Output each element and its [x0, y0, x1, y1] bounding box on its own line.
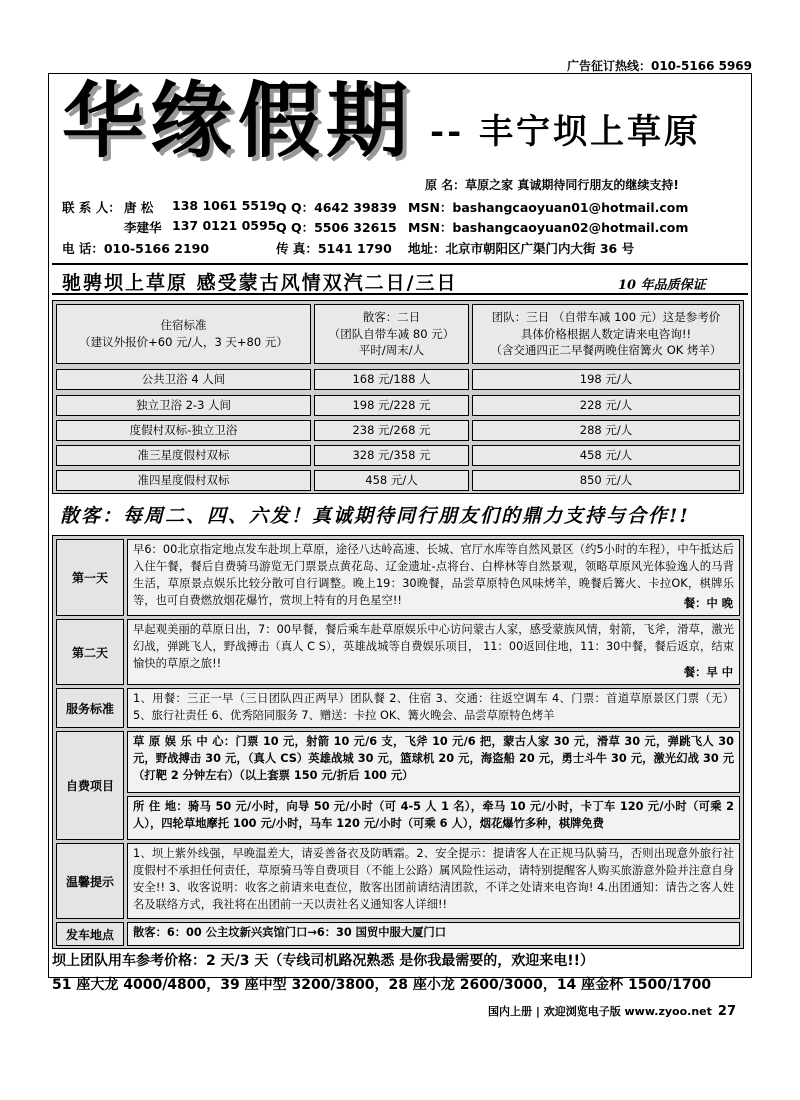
page-number: 27 [717, 1004, 736, 1019]
ad-hotline: 广告征订热线：010-5166 5969 [566, 59, 752, 73]
footer-text: 国内上册 | 欢迎浏览电子版 www.zyoo.net [488, 1005, 712, 1018]
price-row-type: 度假村双标-独立卫浴 [56, 420, 311, 441]
tips-label: 温馨提示 [56, 843, 124, 919]
day-2-text: 早起观美丽的草原日出，7：00早餐，餐后乘车赴草原娱乐中心访问蒙古人家，感受蒙族风情，射箭，飞斧，滑草，激光幻战，弹跳飞人，野战搏击（真人 C S），英雄战城等自费娱乐项目， 11：00返回住地，11：30中餐，餐后返京，结束愉快的草原之旅!! 餐：早 中 [127, 619, 740, 685]
price-row-three-day: 228 元/人 [472, 395, 740, 416]
msn-1: MSN：bashangcaoyuan01@hotmail.com [408, 200, 689, 215]
selfpay-lodging: 所 住 地：骑马 50 元/小时，向导 50 元/小时（可 4-5 人 1 名），牵马 10 元/小时，卡丁车 120 元/小时（可乘 2 人），四轮草地摩托 100 元/小时，马车 120 元/小时（可乘 6 人），烟花爆竹多种，棋牌免费 [127, 796, 740, 840]
price-header-three-day: 团队：三日 （自带车减 100 元）这是参考价 具体价格根据人数定请来电咨询!! （含交通四正二早餐两晚住宿篝火 OK 烤羊） [472, 304, 740, 364]
price-header-two-day: 散客：二日 （团队自带车减 80 元） 平时/周末/人 [314, 304, 469, 364]
departure-slogan: 散客：每周二、四、六发！真诚期待同行朋友们的鼎力支持与合作!! [60, 505, 690, 527]
contact-2-name: 李建华 [124, 220, 162, 235]
day-2-meals: 餐：早 中 [683, 666, 733, 680]
brand-title: 华缘假期 [62, 73, 415, 169]
msn-2: MSN：bashangcaoyuan02@hotmail.com [408, 220, 689, 235]
selfpay-label: 自费项目 [56, 731, 124, 840]
bus-price-title: 坝上团队用车参考价格：2 天/3 天（专线司机路况熟悉 是你我最需要的，欢迎来电!!） [52, 953, 594, 969]
fax: 传 真：5141 1790 [276, 241, 392, 256]
day-1-text: 早6：00北京指定地点发车赴坝上草原，途径八达岭高速、长城、官厅水库等自然风景区（约5小时的车程），中午抵达后入住午餐，餐后自费骑马游览无门票景点黄花岛、辽金遗址-点将台、白桦林等自然景观，领略草原风光体验逸人的马背生活，草原景点娱乐比较分散可自行调整。晚上19：30晚餐，品尝草原特色风味烤羊，晚餐后篝火、卡拉OK，棋牌乐等，也可自费燃放烟花爆竹，赏坝上特有的月色星空!! 餐：中 晚 [127, 539, 740, 616]
quality-badge: 10 年品质保证 [618, 278, 706, 293]
price-row-two-day: 168 元/188 人 [314, 369, 469, 390]
price-row-type: 准四星度假村双标 [56, 470, 311, 491]
telephone: 电 话：010-5166 2190 [62, 241, 210, 256]
price-row-two-day: 328 元/358 元 [314, 445, 469, 466]
tour-slogan: 驰骋坝上草原 感受蒙古风情双汽二日/三日 [62, 272, 458, 294]
price-row-three-day: 850 元/人 [472, 470, 740, 491]
price-row-type: 准三星度假村双标 [56, 445, 311, 466]
price-row-three-day: 198 元/人 [472, 369, 740, 390]
price-row-three-day: 458 元/人 [472, 445, 740, 466]
price-row-two-day: 458 元/人 [314, 470, 469, 491]
contact-1-name: 唐 松 [124, 200, 154, 215]
pickup-label: 发车地点 [56, 922, 124, 946]
contact-2-phone: 137 0121 0595 [172, 218, 277, 233]
contact-label: 联 系 人： [62, 200, 121, 215]
service-label: 服务标准 [56, 688, 124, 728]
selfpay-entertainment-center: 草 原 娱 乐 中 心：门票 10 元，射箭 10 元/6 支，飞斧 10 元/6 把，蒙古人家 30 元，滑草 30 元，弹跳飞人 30 元，野战搏击 30 元，（真人 CS）英雄战城 30 元，篮球机 20 元，海盗船 20 元，勇士斗牛 30 元，激光幻战 30 元（打靶 2 分钟左右）（以上套票 150 元/折后 100 元） [127, 731, 740, 793]
contact-1-phone: 138 1061 5519 [172, 198, 277, 213]
tips-text: 1、坝上紫外线强，早晚温差大，请妥善备衣及防晒霜。2、安全提示：提请客人在正规马队骑马，否则出现意外旅行社度假村不承担任何责任，草原骑马等自费项目（不能上公路）属风险性运动，请特别提醒客人购买旅游意外险并注意自身安全!! 3、收客说明：收客之前请来电查位，散客出团前请结清团款，不详之处请来电咨询! 4.出团通知：请告之客人姓名及联络方式，我社将在出团前一天以责社名义通知客人详细!! [127, 843, 740, 919]
service-text: 1、用餐：三正一早（三日团队四正两早）团队餐 2、住宿 3、交通：往返空调车 4、门票：首道草原景区门票（无） 5、旅行社责任 6、优秀陪同服务 7、赠送：卡拉 OK、篝火晚会、品尝草原特色烤羊 [127, 688, 740, 728]
price-row-two-day: 198 元/228 元 [314, 395, 469, 416]
price-header-accommodation: 住宿标准 （建议外报价+60 元/人，3 天+80 元） [56, 304, 311, 364]
former-name: 原 名：草原之家 真诚期待同行朋友的继续支持! [425, 178, 679, 192]
qq-2: Q Q：5506 32615 [276, 220, 397, 235]
brand-subtitle: -- 丰宁坝上草原 [430, 112, 702, 152]
address: 地址：北京市朝阳区广渠门内大街 36 号 [408, 241, 635, 256]
qq-1: Q Q：4642 39839 [276, 200, 397, 215]
day-1-meals: 餐：中 晚 [683, 597, 733, 611]
price-row-type: 公共卫浴 4 人间 [56, 369, 311, 390]
day-2-label: 第二天 [56, 619, 124, 685]
pickup-text: 散客：6：00 公主坟新兴宾馆门口→6：30 国贸中服大厦门口 [127, 922, 740, 946]
price-row-three-day: 288 元/人 [472, 420, 740, 441]
day-1-label: 第一天 [56, 539, 124, 616]
bus-price-list: 51 座大龙 4000/4800，39 座中型 3200/3800，28 座小龙 2600/3000，14 座金杯 1500/1700 [52, 977, 712, 993]
price-row-two-day: 238 元/268 元 [314, 420, 469, 441]
page-footer [488, 1003, 736, 1019]
price-row-type: 独立卫浴 2-3 人间 [56, 395, 311, 416]
